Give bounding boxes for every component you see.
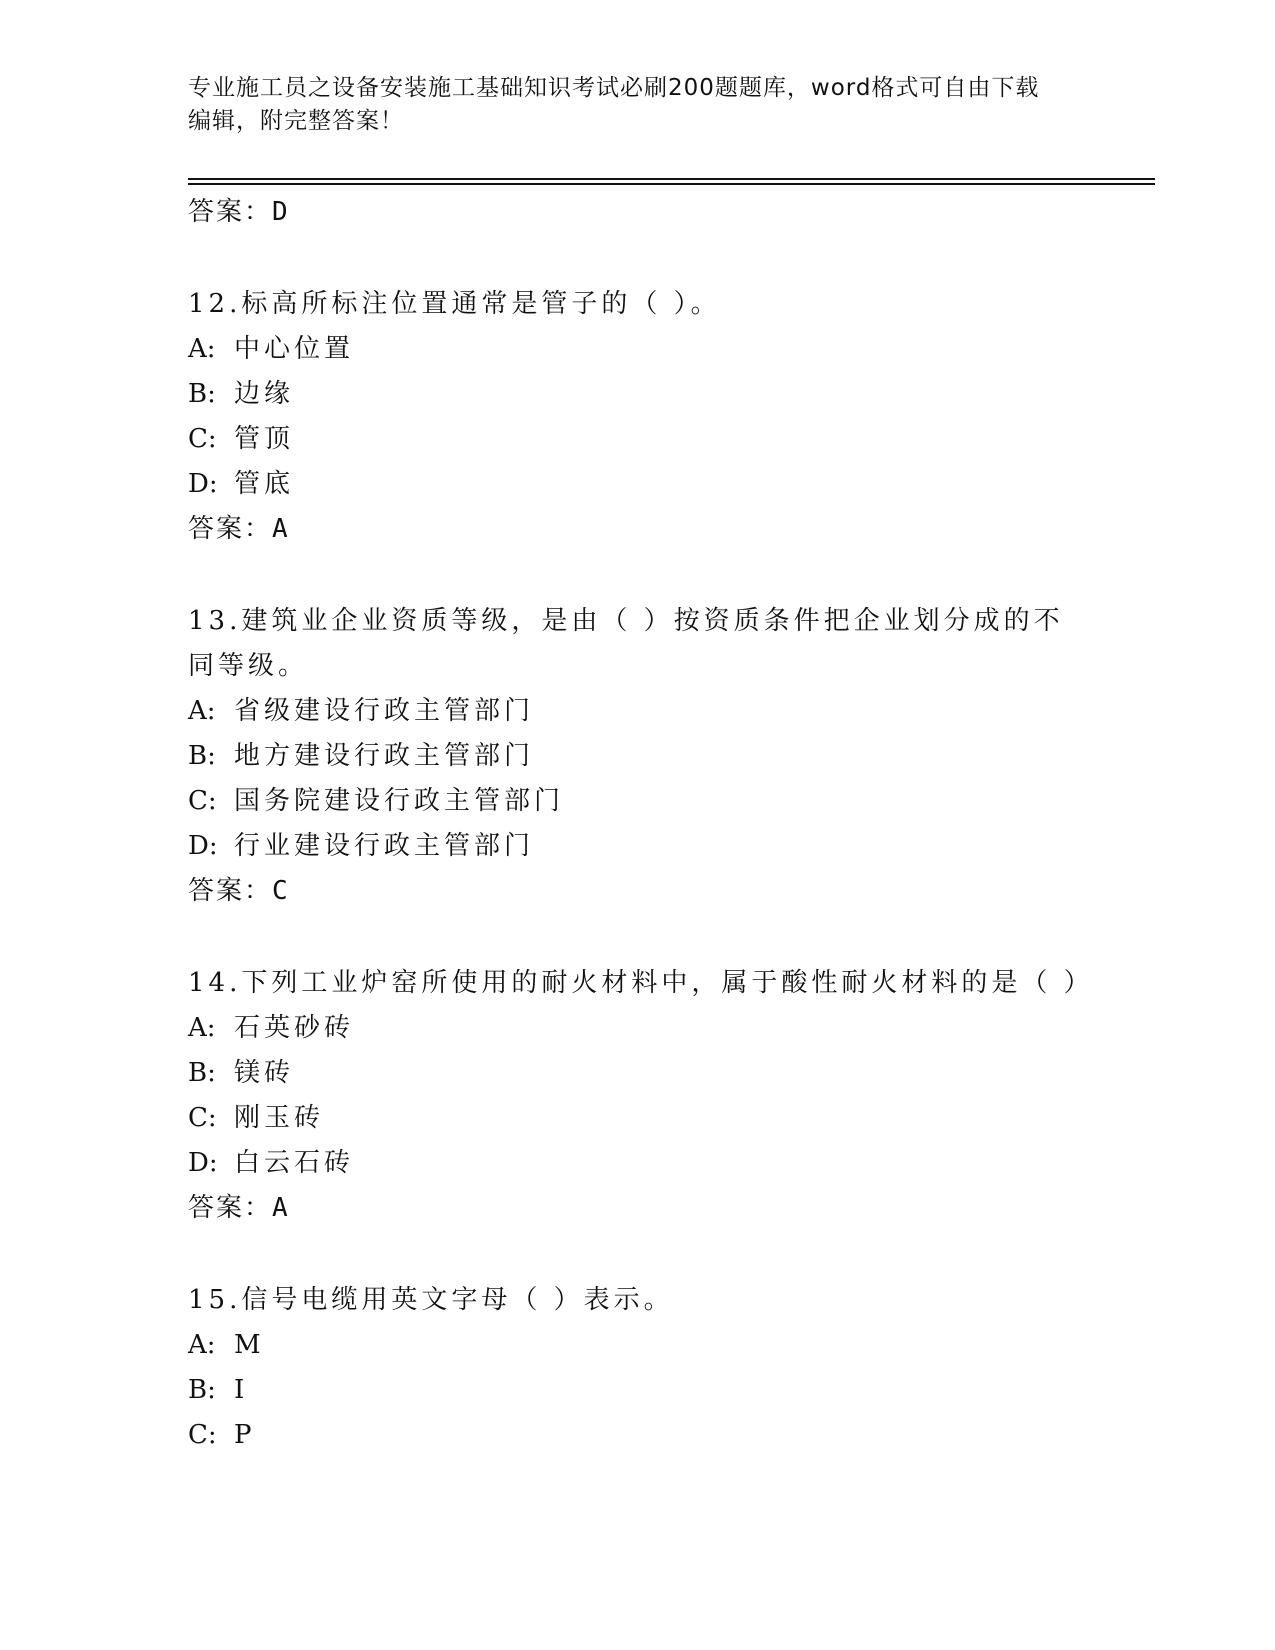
option-text: 石英砂砖 bbox=[234, 1013, 355, 1043]
option-text: 边缘 bbox=[234, 379, 295, 409]
option-text: 省级建设行政主管部门 bbox=[234, 696, 535, 726]
option-text: 地方建设行政主管部门 bbox=[234, 741, 535, 771]
answer-value: A bbox=[272, 514, 290, 544]
answer-line-q11 bbox=[188, 192, 1088, 232]
document-header bbox=[188, 72, 1088, 138]
option-label: B: bbox=[188, 741, 216, 771]
option-d bbox=[188, 462, 1088, 507]
option-label: D: bbox=[188, 469, 218, 499]
header-divider-bottom bbox=[188, 183, 1155, 185]
option-text: 白云石砖 bbox=[234, 1148, 355, 1178]
answer-prefix: 答案： bbox=[188, 197, 273, 227]
option-text: M bbox=[234, 1330, 265, 1360]
option-label: A: bbox=[188, 1330, 216, 1360]
option-b bbox=[188, 1368, 1088, 1413]
option-b bbox=[188, 372, 1088, 417]
option-d bbox=[188, 1141, 1088, 1186]
header-line-1: 专业施工员之设备安装施工基础知识考试必刷200题题库，word格式可自由下载 bbox=[188, 75, 1040, 101]
option-text: 刚玉砖 bbox=[234, 1103, 325, 1133]
answer-value: C bbox=[272, 876, 290, 906]
question-stem: 13.建筑业企业资质等级，是由（ ）按资质条件把企业划分成的不同等级。 bbox=[188, 606, 1064, 681]
option-text: 国务院建设行政主管部门 bbox=[234, 786, 565, 816]
option-c bbox=[188, 1413, 1088, 1458]
header-line-2: 编辑，附完整答案！ bbox=[188, 108, 404, 134]
option-label: C: bbox=[188, 1420, 217, 1450]
option-a bbox=[188, 327, 1088, 372]
option-text: 管顶 bbox=[234, 424, 295, 454]
answer-prefix: 答案： bbox=[188, 1193, 273, 1223]
option-b bbox=[188, 1051, 1088, 1096]
answer-line bbox=[188, 1188, 1088, 1228]
option-d bbox=[188, 824, 1088, 869]
answer-line bbox=[188, 871, 1088, 911]
option-label: B: bbox=[188, 379, 216, 409]
option-c bbox=[188, 417, 1088, 462]
header-divider-top bbox=[188, 178, 1155, 180]
option-label: B: bbox=[188, 1058, 216, 1088]
option-c bbox=[188, 1096, 1088, 1141]
answer-prefix: 答案： bbox=[188, 876, 273, 906]
question-12 bbox=[188, 282, 1088, 549]
answer-prefix: 答案： bbox=[188, 514, 273, 544]
option-a bbox=[188, 1323, 1088, 1368]
answer-value: D bbox=[272, 197, 290, 227]
option-label: A: bbox=[188, 696, 216, 726]
question-stem: 12.标高所标注位置通常是管子的（ ）。 bbox=[188, 289, 721, 319]
option-label: C: bbox=[188, 1103, 217, 1133]
answer-line bbox=[188, 509, 1088, 549]
question-stem: 14.下列工业炉窑所使用的耐火材料中，属于酸性耐火材料的是（ ） bbox=[188, 968, 1094, 998]
option-text: 管底 bbox=[234, 469, 295, 499]
option-label: A: bbox=[188, 334, 216, 364]
option-text: I bbox=[234, 1375, 249, 1405]
option-text: P bbox=[234, 1420, 256, 1450]
question-13 bbox=[188, 599, 1088, 911]
option-text: 行业建设行政主管部门 bbox=[234, 831, 535, 861]
option-label: B: bbox=[188, 1375, 216, 1405]
question-15 bbox=[188, 1278, 1088, 1458]
answer-value: A bbox=[272, 1193, 290, 1223]
option-a bbox=[188, 689, 1088, 734]
option-c bbox=[188, 779, 1088, 824]
question-stem: 15.信号电缆用英文字母（ ）表示。 bbox=[188, 1285, 674, 1315]
question-14 bbox=[188, 961, 1094, 1228]
question-list bbox=[188, 192, 1094, 1458]
option-label: D: bbox=[188, 1148, 218, 1178]
option-text: 中心位置 bbox=[234, 334, 355, 364]
option-b bbox=[188, 734, 1088, 779]
option-a bbox=[188, 1006, 1088, 1051]
option-label: C: bbox=[188, 424, 217, 454]
option-label: A: bbox=[188, 1013, 216, 1043]
option-label: D: bbox=[188, 831, 218, 861]
option-label: C: bbox=[188, 786, 217, 816]
option-text: 镁砖 bbox=[234, 1058, 295, 1088]
